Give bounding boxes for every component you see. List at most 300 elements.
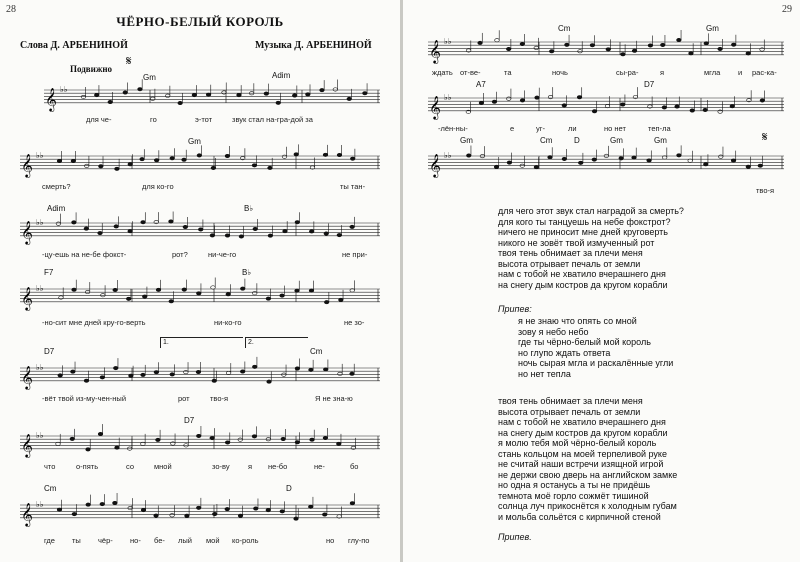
music-staff	[20, 360, 380, 390]
note-head	[520, 99, 525, 102]
chord-label: B♭	[244, 204, 254, 213]
note-head	[520, 42, 525, 45]
note-head	[156, 288, 161, 291]
note-head	[128, 230, 133, 233]
lyric-syllable: тво-я	[210, 394, 229, 403]
lyric-syllable: лый	[178, 536, 192, 545]
verse-line: темнота моё горло сожмёт тишиной	[498, 490, 649, 501]
verse-line: для кого ты танцуешь на небе фокстрот?	[498, 216, 671, 227]
note-head	[466, 154, 471, 157]
lyric-syllable: рас-ка-	[752, 68, 777, 77]
note-head	[123, 91, 128, 94]
note-head	[295, 289, 300, 292]
lyric-syllable: я	[660, 68, 665, 77]
key-signature-icon: ♭♭	[444, 93, 452, 102]
treble-clef-icon: 𝄞	[21, 219, 33, 244]
note-head	[72, 288, 77, 291]
note-head	[350, 157, 355, 160]
chord-label: A7	[476, 80, 486, 89]
music-staff	[20, 148, 380, 178]
lyric-syllable: смерть?	[42, 182, 71, 191]
note-head	[507, 161, 512, 164]
note-head	[350, 372, 355, 375]
note-head	[662, 106, 667, 109]
note-head	[240, 287, 245, 290]
key-signature-icon: ♭♭	[36, 431, 44, 440]
note-head	[703, 108, 708, 111]
key-signature-icon: ♭♭	[36, 151, 44, 160]
note-head	[169, 300, 174, 303]
note-head	[240, 370, 245, 373]
music-staff	[20, 497, 380, 527]
note-head	[140, 157, 145, 160]
music-staff	[428, 148, 784, 178]
music-staff	[20, 428, 380, 458]
lyric-syllable: и	[738, 68, 743, 77]
treble-clef-icon: 𝄞	[21, 285, 33, 310]
segno-icon: 𝄋	[126, 54, 132, 69]
note-head	[506, 47, 511, 50]
note-head	[350, 502, 355, 505]
treble-clef-icon: 𝄞	[429, 38, 441, 63]
note-head	[592, 158, 597, 161]
note-head	[196, 506, 201, 509]
treble-clef-icon: 𝄞	[429, 152, 441, 177]
note-head	[292, 94, 297, 97]
verse-line: солнца луч прикоснётся к холодным губам	[498, 501, 677, 511]
chord-label: D7	[184, 416, 195, 425]
note-head	[295, 441, 300, 444]
note-head	[141, 221, 146, 224]
treble-clef-icon: 𝄞	[45, 86, 57, 111]
note-head	[562, 104, 567, 107]
note-head	[126, 297, 131, 300]
refrain-line: но нет тепла	[518, 368, 571, 379]
chord-label: Cm	[44, 484, 57, 493]
note-head	[70, 437, 75, 440]
verse-line: твоя тень обнимает за плечи меня	[498, 248, 643, 258]
note-head	[675, 105, 680, 108]
note-head	[333, 88, 338, 91]
note-head	[718, 110, 723, 113]
note-head	[196, 292, 201, 295]
chord-label: Gm	[654, 136, 667, 145]
note-head	[226, 293, 231, 296]
note-head	[309, 289, 314, 292]
note-head	[660, 43, 665, 46]
note-head	[677, 154, 682, 157]
note-head	[268, 234, 273, 237]
chord-label: Cm	[540, 136, 553, 145]
note-head	[730, 104, 735, 107]
note-head	[677, 38, 682, 41]
note-head	[252, 164, 257, 167]
lyric-syllable: -цу-ешь на не-бе фокст-	[42, 250, 127, 259]
lyric-syllable: ни-ко-го	[214, 318, 242, 327]
note-head	[113, 501, 118, 504]
verse-2	[498, 396, 677, 522]
chord-label: Adim	[272, 71, 291, 80]
note-head	[320, 88, 325, 91]
note-head	[565, 43, 570, 46]
verse-line: ничего не приносит мне дней круговерть	[498, 227, 668, 237]
note-head	[324, 300, 329, 303]
note-head	[280, 294, 285, 297]
note-head	[56, 442, 61, 445]
note-head	[578, 161, 583, 164]
note-head	[98, 231, 103, 234]
note-head	[86, 503, 91, 506]
note-head	[308, 505, 313, 508]
chord-label: Adim	[47, 204, 66, 213]
note-head	[115, 167, 120, 170]
note-head	[294, 517, 299, 520]
chord-label: Gm	[143, 73, 156, 82]
note-head	[689, 52, 694, 55]
verse-line: нам с тобой не хватило вчерашнего дня	[498, 417, 666, 427]
note-head	[746, 52, 751, 55]
verse-line: я молю тебя мой чёрно-белый король	[498, 438, 657, 448]
note-head	[324, 232, 329, 235]
note-head	[295, 221, 300, 224]
lyric-syllable: ко-роль	[232, 536, 259, 545]
lyric-syllable: теп-ла	[648, 124, 671, 133]
note-head	[156, 438, 161, 441]
lyric-syllable: е	[510, 124, 515, 133]
refrain-line: где ты чёрно-белый мой король	[518, 337, 651, 347]
key-signature-icon: ♭♭	[36, 218, 44, 227]
note-head	[239, 235, 244, 238]
note-head	[718, 47, 723, 50]
note-head	[506, 97, 511, 100]
lyric-syllable: -лён-ны-	[438, 124, 468, 133]
page-number: 29	[782, 4, 792, 15]
chord-label: D7	[44, 347, 55, 356]
verse-line: для чего этот звук стал наградой за смерть?	[498, 206, 684, 216]
note-head	[99, 165, 104, 168]
verse-line: на снегу дым костров да кругом корабли	[498, 427, 668, 438]
note-head	[225, 507, 230, 510]
note-head	[150, 97, 155, 100]
lyric-syllable: но	[326, 536, 335, 545]
lyric-syllable: чёр-	[98, 536, 113, 545]
chord-label: D	[286, 484, 292, 493]
segno-icon: 𝄋	[762, 130, 768, 145]
lyric-syllable: я	[248, 462, 253, 471]
lyric-syllable: мой	[206, 536, 220, 545]
note-head	[86, 448, 91, 451]
note-head	[71, 370, 76, 373]
lyric-syllable: не-	[314, 462, 325, 471]
note-head	[337, 233, 342, 236]
note-head	[170, 157, 175, 160]
note-head	[718, 155, 723, 158]
lyric-syllable: рот	[178, 394, 190, 403]
note-head	[266, 508, 271, 511]
note-head	[534, 165, 539, 168]
lyric-syllable: от-ве-	[460, 68, 481, 77]
note-head	[282, 155, 287, 158]
note-head	[225, 234, 230, 237]
note-head	[71, 159, 76, 162]
note-head	[350, 225, 355, 228]
tempo-marking: Подвижно	[70, 64, 113, 74]
note-head	[309, 230, 314, 233]
refrain-line: ночь сырая мгла и раскалённые угли	[518, 358, 674, 368]
note-head	[128, 163, 133, 166]
lyric-syllable: ты тан-	[340, 182, 366, 191]
note-head	[363, 91, 368, 94]
note-head	[336, 442, 341, 445]
music-staff	[428, 90, 784, 120]
note-head	[196, 434, 201, 437]
lyric-syllable: не зо-	[344, 318, 365, 327]
note-head	[72, 221, 77, 224]
lyric-syllable: ждать	[432, 68, 453, 77]
lyric-syllable: что	[44, 462, 56, 471]
note-head	[211, 166, 216, 169]
note-head	[253, 227, 258, 230]
note-head	[704, 42, 709, 45]
lyric-syllable: не-бо	[268, 462, 288, 471]
note-head	[154, 159, 159, 162]
lyric-syllable: мной	[154, 462, 172, 471]
note-head	[252, 435, 257, 438]
lyric-syllable: где	[44, 536, 55, 545]
note-head	[129, 374, 134, 377]
lyric-syllable: го	[150, 115, 157, 124]
verse-line: стань кольцом на моей терпеливой руке	[498, 448, 667, 459]
note-head	[322, 513, 327, 516]
note-head	[72, 512, 77, 515]
note-head	[688, 159, 693, 162]
note-head	[198, 228, 203, 231]
note-head	[577, 96, 582, 99]
lyric-syllable: сы-ра-	[616, 68, 639, 77]
note-head	[108, 100, 113, 103]
note-head	[222, 91, 227, 94]
verse-line: но одна я останусь а ты не придёшь	[498, 480, 651, 490]
note-head	[113, 366, 118, 369]
chord-label: D7	[644, 80, 655, 89]
chord-label: F7	[44, 268, 54, 277]
lyricist-credit: Слова Д. АРБЕНИНОЙ	[20, 40, 128, 51]
verse-line: не держи свою дверь на английском замке	[498, 469, 678, 480]
note-head	[252, 365, 257, 368]
key-signature-icon: ♭♭	[444, 37, 452, 46]
note-head	[268, 166, 273, 169]
lyric-syllable: ты	[72, 536, 81, 545]
note-head	[212, 379, 217, 382]
note-head	[169, 220, 174, 223]
lyric-syllable: та	[504, 68, 512, 77]
lyric-syllable: для че-	[86, 115, 112, 124]
lyric-syllable: э-тот	[195, 115, 213, 124]
note-head	[281, 437, 286, 440]
note-head	[606, 48, 611, 51]
refrain	[498, 316, 673, 379]
note-head	[592, 110, 597, 113]
note-head	[114, 225, 119, 228]
note-head	[211, 286, 216, 289]
music-staff	[20, 281, 380, 311]
note-head	[115, 446, 120, 449]
key-signature-icon: ♭♭	[60, 85, 68, 94]
lyric-syllable: тво-я	[756, 186, 775, 195]
note-head	[185, 514, 190, 517]
note-head	[690, 109, 695, 112]
chord-label: Gm	[188, 137, 201, 146]
song-title: ЧЁРНО-БЕЛЫЙ КОРОЛЬ	[116, 14, 284, 29]
note-head	[100, 376, 105, 379]
note-head	[760, 99, 765, 102]
refrain-line: я не знаю что опять со мной	[518, 316, 637, 326]
note-head	[196, 370, 201, 373]
note-head	[267, 380, 272, 383]
page-number: 28	[6, 4, 16, 15]
lyric-syllable: бо	[350, 462, 359, 471]
note-head	[154, 514, 159, 517]
note-head	[170, 514, 175, 517]
note-head	[266, 297, 271, 300]
note-head	[56, 222, 61, 225]
note-head	[81, 95, 86, 98]
lyric-syllable: со	[126, 462, 135, 471]
lyric-syllable: бе-	[154, 536, 165, 545]
note-head	[323, 436, 328, 439]
verse-line: нам с тобой не хватило вчерашнего дня	[498, 269, 666, 279]
note-head	[310, 438, 315, 441]
key-signature-icon: ♭♭	[444, 151, 452, 160]
verse-line: и мольба сольётся с кирпичной стеной	[498, 511, 661, 522]
note-head	[141, 508, 146, 511]
lyric-syllable: глу-по	[348, 536, 370, 545]
note-head	[295, 367, 300, 370]
note-head	[647, 159, 652, 162]
note-head	[212, 512, 217, 515]
note-head	[225, 154, 230, 157]
note-head	[746, 165, 751, 168]
note-head	[197, 154, 202, 157]
key-signature-icon: ♭♭	[36, 500, 44, 509]
lyric-syllable: но нет	[604, 124, 626, 133]
lyric-syllable: рот?	[172, 250, 188, 259]
note-head	[337, 153, 342, 156]
music-staff	[20, 215, 380, 245]
note-head	[206, 93, 211, 96]
note-head	[549, 50, 554, 53]
note-head	[578, 50, 583, 53]
chord-label: B♭	[242, 268, 252, 277]
note-head	[182, 288, 187, 291]
note-head	[57, 159, 62, 162]
note-head	[154, 371, 159, 374]
note-head	[323, 368, 328, 371]
note-head	[534, 46, 539, 49]
note-head	[100, 502, 105, 505]
note-head	[339, 298, 344, 301]
music-staff	[428, 34, 784, 64]
treble-clef-icon: 𝄞	[21, 152, 33, 177]
refrain-line: зову я небо небо	[518, 326, 589, 337]
note-head	[238, 438, 243, 441]
note-head	[58, 374, 63, 377]
note-head	[619, 157, 624, 160]
note-head	[276, 101, 281, 104]
volta-bracket-1: 1.	[160, 337, 243, 348]
lyric-syllable: зо-ву	[212, 462, 230, 471]
treble-clef-icon: 𝄞	[21, 501, 33, 526]
note-head	[280, 510, 285, 513]
note-head	[492, 100, 497, 103]
chord-label: Gm	[706, 24, 719, 33]
note-head	[632, 49, 637, 52]
note-head	[84, 227, 89, 230]
composer-credit: Музыка Д. АРБЕНИНОЙ	[255, 40, 372, 51]
note-head	[225, 441, 230, 444]
lyric-syllable: не при-	[342, 250, 368, 259]
note-head	[138, 88, 143, 91]
note-head	[323, 153, 328, 156]
treble-clef-icon: 𝄞	[21, 432, 33, 457]
lyric-syllable: звук стал на-гра-дой за	[232, 115, 313, 124]
lyric-syllable: ли	[568, 124, 577, 133]
verse-line: не считай наши встречи изящной игрой	[498, 459, 664, 469]
verse-line: высота отрывает печаль от земли	[498, 258, 641, 269]
note-head	[238, 514, 243, 517]
refrain-repeat: Припев.	[498, 532, 532, 542]
note-head	[494, 165, 499, 168]
note-head	[113, 288, 118, 291]
note-head	[294, 153, 299, 156]
note-head	[731, 159, 736, 162]
note-head	[648, 44, 653, 47]
note-head	[758, 164, 763, 167]
lyric-syllable: ни-че-го	[208, 250, 237, 259]
verse-line: твоя тень обнимает за плечи меня	[498, 396, 643, 406]
lyric-syllable: для ко-го	[142, 182, 174, 191]
lyric-syllable: о-пять	[76, 462, 99, 471]
note-head	[621, 53, 626, 56]
note-head	[210, 436, 215, 439]
treble-clef-icon: 𝄞	[429, 94, 441, 119]
chord-label: Gm	[460, 136, 473, 145]
note-head	[548, 95, 553, 98]
note-head	[237, 93, 242, 96]
note-head	[338, 372, 343, 375]
key-signature-icon: ♭♭	[36, 284, 44, 293]
note-head	[170, 373, 175, 376]
note-head	[703, 163, 708, 166]
note-head	[632, 156, 637, 159]
note-head	[98, 432, 103, 435]
note-head	[192, 93, 197, 96]
volta-bracket-2: 2.	[245, 337, 308, 348]
note-head	[283, 229, 288, 232]
note-head	[142, 295, 147, 298]
verse-line: никого не зовёт твой измученный рот	[498, 237, 655, 248]
note-head	[84, 379, 89, 382]
note-head	[478, 41, 483, 44]
key-signature-icon: ♭♭	[36, 363, 44, 372]
note-head	[178, 101, 183, 104]
refrain-line: но глупо ждать ответа	[518, 347, 611, 358]
refrain-label: Припев:	[498, 304, 532, 314]
note-head	[620, 103, 625, 106]
note-head	[94, 93, 99, 96]
lyric-syllable: уг-	[536, 124, 545, 133]
chord-label: Cm	[558, 24, 571, 33]
